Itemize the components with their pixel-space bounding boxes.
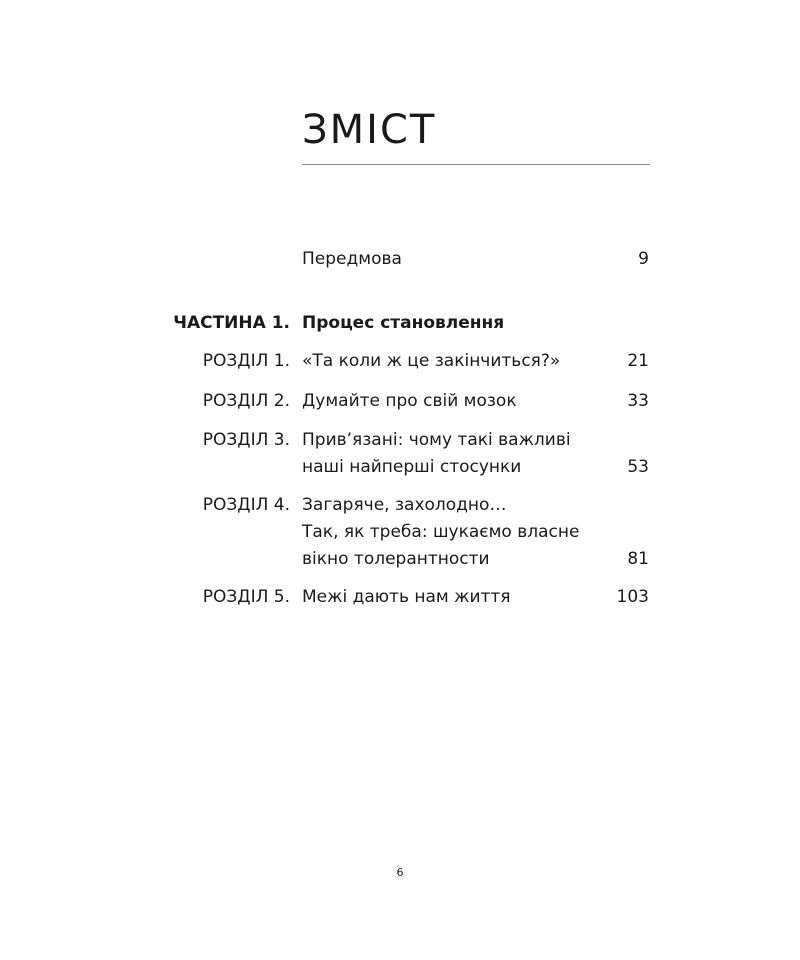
chapter-title-line: наші найперші стосунки [302,457,522,477]
toc-chapter-3 [0,427,800,481]
chapter-label: РОЗДІЛ 5. [202,587,290,607]
toc-entry-preface [0,246,800,273]
chapter-page: 33 [627,391,649,411]
toc-chapter-4 [0,492,800,573]
chapter-title-line: Загаряче, захолодно… [302,495,507,515]
title-divider [302,164,650,165]
chapter-label: РОЗДІЛ 3. [202,430,290,450]
part-title: Процес становлення [302,313,505,333]
chapter-title-line: Так, як треба: шукаємо власне [302,522,580,542]
chapter-page: 103 [616,587,649,607]
chapter-label: РОЗДІЛ 4. [202,495,290,515]
chapter-title-line: Межі дають нам життя [302,587,511,607]
chapter-page: 81 [627,549,649,569]
part-label: ЧАСТИНА 1. [173,313,290,333]
toc-chapter-1 [0,348,800,375]
toc-entry-page: 9 [638,249,649,269]
chapter-title-line: вікно толерантности [302,549,490,569]
chapter-title-line: «Та коли ж це закінчиться?» [302,351,561,371]
page-title: ЗМІСТ [302,107,437,153]
toc-part-1 [0,310,800,337]
chapter-page: 53 [627,457,649,477]
chapter-label: РОЗДІЛ 1. [202,351,290,371]
toc-chapter-5 [0,584,800,611]
page-number: 6 [396,866,404,879]
toc-chapter-2 [0,388,800,415]
toc-entry-title: Передмова [302,249,402,269]
chapter-title-line: Прив’язані: чому такі важливі [302,430,571,450]
chapter-title-line: Думайте про свій мозок [302,391,517,411]
chapter-page: 21 [627,351,649,371]
chapter-label: РОЗДІЛ 2. [202,391,290,411]
